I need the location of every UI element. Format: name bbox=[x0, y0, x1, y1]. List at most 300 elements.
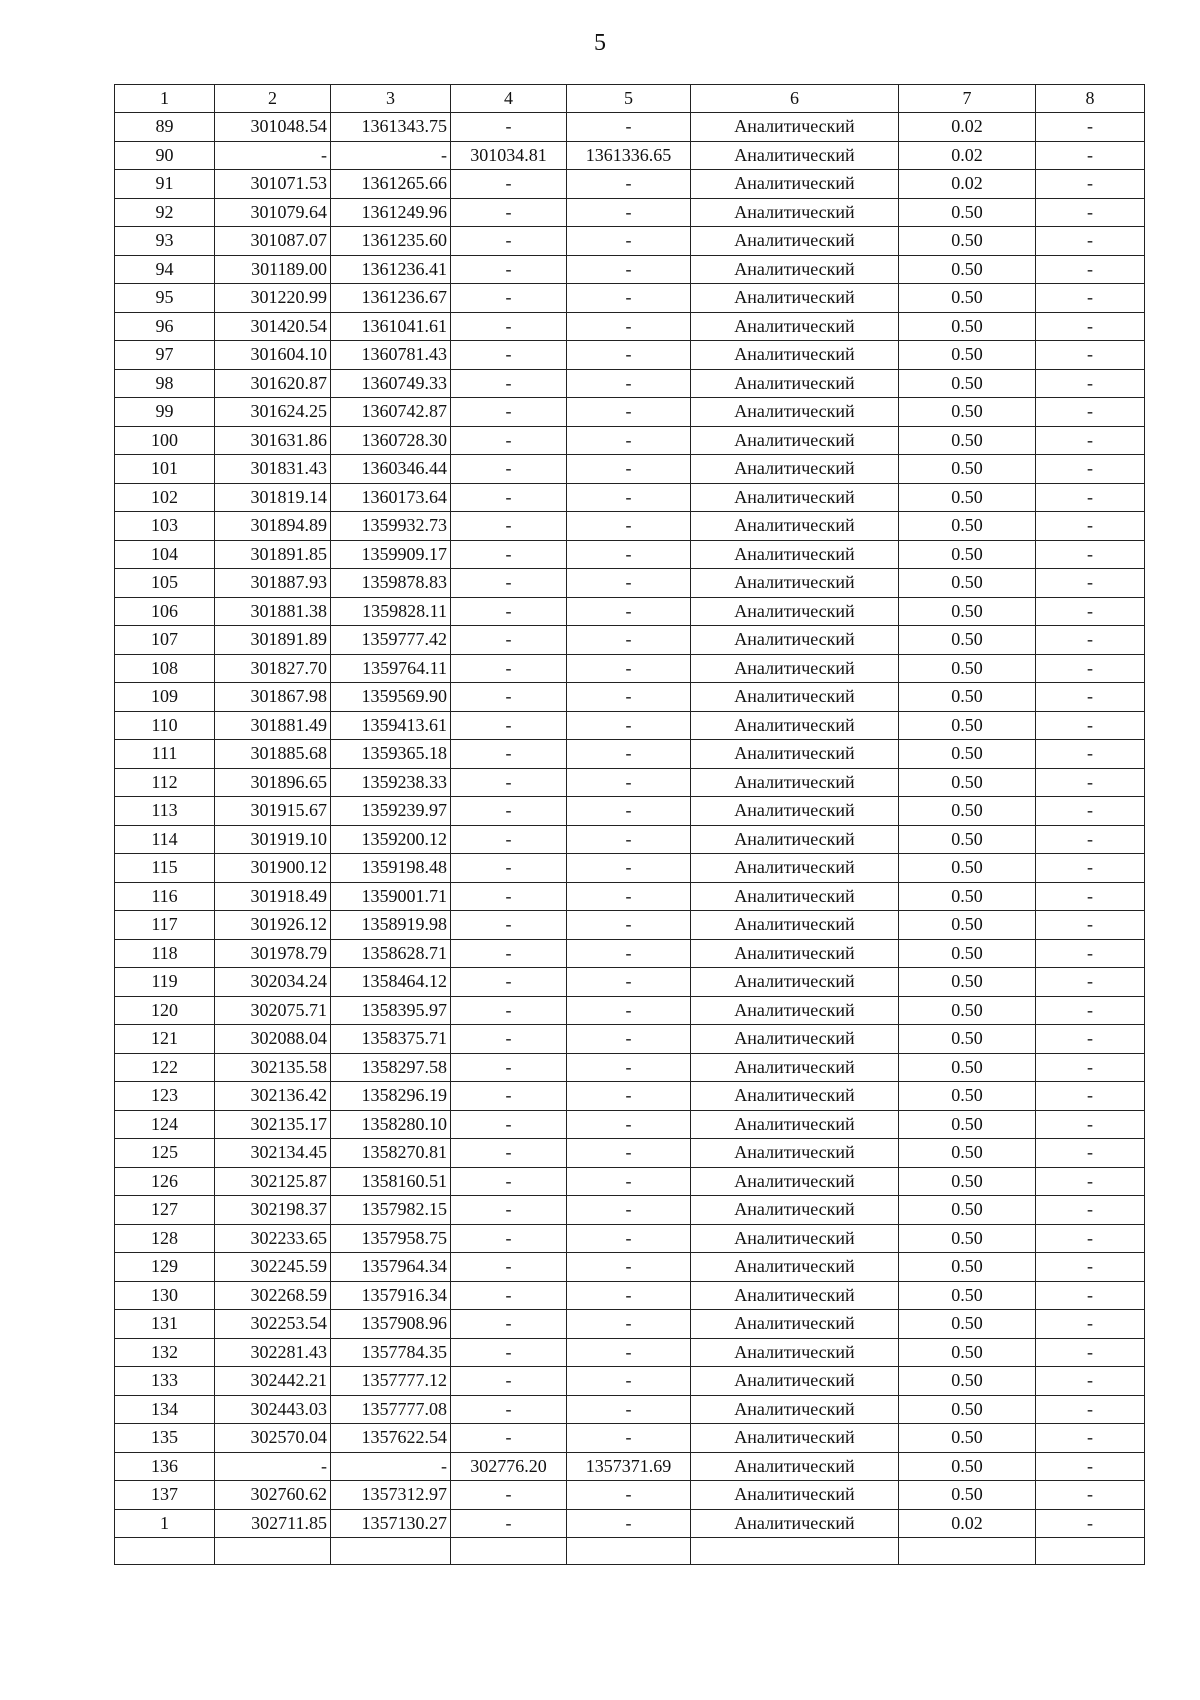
table-row bbox=[115, 1452, 1145, 1481]
cell-x-coordinate-alt: - bbox=[451, 626, 567, 655]
cell-accuracy: 0.50 bbox=[899, 854, 1036, 883]
header-cell: 4 bbox=[451, 85, 567, 113]
cell-method: Аналитический bbox=[691, 597, 899, 626]
table-row bbox=[115, 1509, 1145, 1538]
cell-y-coordinate-alt: - bbox=[567, 198, 691, 227]
cell-note: - bbox=[1036, 1452, 1145, 1481]
cell-point-number: 93 bbox=[115, 227, 215, 256]
cell-point-number: 115 bbox=[115, 854, 215, 883]
table-row bbox=[115, 227, 1145, 256]
cell-y-coordinate-alt: - bbox=[567, 1395, 691, 1424]
cell-method: Аналитический bbox=[691, 1481, 899, 1510]
cell-point-number: 128 bbox=[115, 1224, 215, 1253]
table-row bbox=[115, 483, 1145, 512]
cell-x-coordinate-alt: - bbox=[451, 825, 567, 854]
cell-y-coordinate-alt: - bbox=[567, 654, 691, 683]
table-row bbox=[115, 626, 1145, 655]
cell-method: Аналитический bbox=[691, 398, 899, 427]
cell-note: - bbox=[1036, 170, 1145, 199]
cell-point-number: 120 bbox=[115, 996, 215, 1025]
cell-x-coordinate: - bbox=[215, 1452, 331, 1481]
cell-note: - bbox=[1036, 113, 1145, 142]
cell-y-coordinate-alt: - bbox=[567, 369, 691, 398]
cell-y-coordinate: - bbox=[331, 141, 451, 170]
cell-accuracy: 0.50 bbox=[899, 1253, 1036, 1282]
cell-x-coordinate: 301079.64 bbox=[215, 198, 331, 227]
cell-accuracy: 0.50 bbox=[899, 1452, 1036, 1481]
cell-accuracy: 0.50 bbox=[899, 369, 1036, 398]
cell-method: Аналитический bbox=[691, 1509, 899, 1538]
empty-cell bbox=[115, 1538, 215, 1565]
cell-point-number: 98 bbox=[115, 369, 215, 398]
cell-x-coordinate: 301894.89 bbox=[215, 512, 331, 541]
cell-method: Аналитический bbox=[691, 939, 899, 968]
cell-y-coordinate-alt: - bbox=[567, 1253, 691, 1282]
cell-accuracy: 0.50 bbox=[899, 768, 1036, 797]
cell-note: - bbox=[1036, 141, 1145, 170]
cell-note: - bbox=[1036, 1338, 1145, 1367]
cell-accuracy: 0.50 bbox=[899, 968, 1036, 997]
table-row bbox=[115, 768, 1145, 797]
cell-y-coordinate-alt: - bbox=[567, 911, 691, 940]
cell-y-coordinate: 1357622.54 bbox=[331, 1424, 451, 1453]
cell-method: Аналитический bbox=[691, 198, 899, 227]
cell-x-coordinate-alt: - bbox=[451, 597, 567, 626]
cell-method: Аналитический bbox=[691, 255, 899, 284]
table-row bbox=[115, 882, 1145, 911]
cell-x-coordinate-alt: - bbox=[451, 711, 567, 740]
cell-accuracy: 0.50 bbox=[899, 1395, 1036, 1424]
cell-x-coordinate: 301887.93 bbox=[215, 569, 331, 598]
table-row bbox=[115, 597, 1145, 626]
cell-point-number: 103 bbox=[115, 512, 215, 541]
cell-x-coordinate: 302034.24 bbox=[215, 968, 331, 997]
table-row bbox=[115, 198, 1145, 227]
table-row bbox=[115, 1167, 1145, 1196]
cell-y-coordinate-alt: - bbox=[567, 483, 691, 512]
cell-point-number: 117 bbox=[115, 911, 215, 940]
cell-x-coordinate: 301087.07 bbox=[215, 227, 331, 256]
cell-y-coordinate: 1359828.11 bbox=[331, 597, 451, 626]
cell-y-coordinate-alt: 1357371.69 bbox=[567, 1452, 691, 1481]
table-row bbox=[115, 1196, 1145, 1225]
cell-x-coordinate: 302253.54 bbox=[215, 1310, 331, 1339]
cell-accuracy: 0.50 bbox=[899, 227, 1036, 256]
cell-x-coordinate: 301891.89 bbox=[215, 626, 331, 655]
cell-y-coordinate: 1361236.41 bbox=[331, 255, 451, 284]
cell-y-coordinate: 1359365.18 bbox=[331, 740, 451, 769]
cell-note: - bbox=[1036, 1139, 1145, 1168]
table-row bbox=[115, 1110, 1145, 1139]
cell-y-coordinate-alt: - bbox=[567, 312, 691, 341]
cell-point-number: 123 bbox=[115, 1082, 215, 1111]
table-row bbox=[115, 312, 1145, 341]
table-row bbox=[115, 654, 1145, 683]
cell-x-coordinate-alt: - bbox=[451, 569, 567, 598]
cell-x-coordinate: 301831.43 bbox=[215, 455, 331, 484]
cell-note: - bbox=[1036, 654, 1145, 683]
empty-cell bbox=[215, 1538, 331, 1565]
cell-y-coordinate-alt: 1361336.65 bbox=[567, 141, 691, 170]
cell-point-number: 137 bbox=[115, 1481, 215, 1510]
cell-accuracy: 0.50 bbox=[899, 711, 1036, 740]
cell-y-coordinate: 1360742.87 bbox=[331, 398, 451, 427]
cell-y-coordinate: 1360728.30 bbox=[331, 426, 451, 455]
cell-method: Аналитический bbox=[691, 683, 899, 712]
cell-method: Аналитический bbox=[691, 654, 899, 683]
cell-x-coordinate: 301048.54 bbox=[215, 113, 331, 142]
cell-note: - bbox=[1036, 1110, 1145, 1139]
cell-y-coordinate: 1357777.08 bbox=[331, 1395, 451, 1424]
table-row bbox=[115, 1310, 1145, 1339]
cell-accuracy: 0.50 bbox=[899, 255, 1036, 284]
cell-y-coordinate-alt: - bbox=[567, 939, 691, 968]
cell-method: Аналитический bbox=[691, 369, 899, 398]
cell-method: Аналитический bbox=[691, 911, 899, 940]
table-row bbox=[115, 711, 1145, 740]
cell-x-coordinate-alt: - bbox=[451, 312, 567, 341]
table-row bbox=[115, 854, 1145, 883]
empty-cell bbox=[691, 1538, 899, 1565]
cell-method: Аналитический bbox=[691, 341, 899, 370]
cell-point-number: 95 bbox=[115, 284, 215, 313]
cell-note: - bbox=[1036, 455, 1145, 484]
cell-x-coordinate-alt: - bbox=[451, 1310, 567, 1339]
cell-note: - bbox=[1036, 1082, 1145, 1111]
cell-point-number: 1 bbox=[115, 1509, 215, 1538]
cell-x-coordinate-alt: - bbox=[451, 768, 567, 797]
cell-method: Аналитический bbox=[691, 1139, 899, 1168]
cell-point-number: 110 bbox=[115, 711, 215, 740]
cell-y-coordinate: 1358375.71 bbox=[331, 1025, 451, 1054]
cell-point-number: 133 bbox=[115, 1367, 215, 1396]
cell-x-coordinate: 301867.98 bbox=[215, 683, 331, 712]
table-row bbox=[115, 825, 1145, 854]
cell-accuracy: 0.50 bbox=[899, 512, 1036, 541]
cell-x-coordinate: 302442.21 bbox=[215, 1367, 331, 1396]
cell-note: - bbox=[1036, 1053, 1145, 1082]
cell-x-coordinate: 302135.58 bbox=[215, 1053, 331, 1082]
cell-point-number: 96 bbox=[115, 312, 215, 341]
cell-method: Аналитический bbox=[691, 825, 899, 854]
cell-y-coordinate-alt: - bbox=[567, 113, 691, 142]
cell-x-coordinate-alt: - bbox=[451, 1424, 567, 1453]
cell-x-coordinate: 301885.68 bbox=[215, 740, 331, 769]
cell-method: Аналитический bbox=[691, 854, 899, 883]
cell-point-number: 102 bbox=[115, 483, 215, 512]
cell-point-number: 134 bbox=[115, 1395, 215, 1424]
cell-y-coordinate-alt: - bbox=[567, 1224, 691, 1253]
cell-x-coordinate-alt: - bbox=[451, 939, 567, 968]
cell-x-coordinate-alt: - bbox=[451, 255, 567, 284]
cell-y-coordinate: 1357982.15 bbox=[331, 1196, 451, 1225]
cell-y-coordinate: 1359200.12 bbox=[331, 825, 451, 854]
header-cell: 5 bbox=[567, 85, 691, 113]
cell-accuracy: 0.50 bbox=[899, 198, 1036, 227]
cell-note: - bbox=[1036, 398, 1145, 427]
cell-x-coordinate-alt: - bbox=[451, 1281, 567, 1310]
cell-method: Аналитический bbox=[691, 740, 899, 769]
table-row bbox=[115, 1395, 1145, 1424]
cell-note: - bbox=[1036, 797, 1145, 826]
cell-y-coordinate-alt: - bbox=[567, 597, 691, 626]
empty-cell bbox=[451, 1538, 567, 1565]
cell-y-coordinate-alt: - bbox=[567, 1025, 691, 1054]
cell-y-coordinate-alt: - bbox=[567, 455, 691, 484]
cell-accuracy: 0.50 bbox=[899, 597, 1036, 626]
cell-note: - bbox=[1036, 540, 1145, 569]
cell-x-coordinate: - bbox=[215, 141, 331, 170]
cell-method: Аналитический bbox=[691, 1367, 899, 1396]
cell-method: Аналитический bbox=[691, 1338, 899, 1367]
cell-x-coordinate-alt: - bbox=[451, 654, 567, 683]
table-row bbox=[115, 284, 1145, 313]
cell-y-coordinate: 1358464.12 bbox=[331, 968, 451, 997]
cell-point-number: 131 bbox=[115, 1310, 215, 1339]
cell-y-coordinate-alt: - bbox=[567, 825, 691, 854]
table-row bbox=[115, 1367, 1145, 1396]
cell-y-coordinate-alt: - bbox=[567, 1281, 691, 1310]
cell-note: - bbox=[1036, 255, 1145, 284]
cell-accuracy: 0.50 bbox=[899, 1367, 1036, 1396]
cell-accuracy: 0.50 bbox=[899, 1224, 1036, 1253]
cell-note: - bbox=[1036, 1025, 1145, 1054]
table-row bbox=[115, 996, 1145, 1025]
cell-point-number: 126 bbox=[115, 1167, 215, 1196]
cell-x-coordinate-alt: - bbox=[451, 854, 567, 883]
table-row bbox=[115, 797, 1145, 826]
cell-point-number: 111 bbox=[115, 740, 215, 769]
cell-y-coordinate: 1358270.81 bbox=[331, 1139, 451, 1168]
cell-point-number: 135 bbox=[115, 1424, 215, 1453]
cell-y-coordinate-alt: - bbox=[567, 1167, 691, 1196]
cell-x-coordinate: 301891.85 bbox=[215, 540, 331, 569]
cell-method: Аналитический bbox=[691, 968, 899, 997]
cell-method: Аналитический bbox=[691, 1167, 899, 1196]
cell-x-coordinate: 302281.43 bbox=[215, 1338, 331, 1367]
cell-note: - bbox=[1036, 1509, 1145, 1538]
cell-note: - bbox=[1036, 996, 1145, 1025]
cell-point-number: 109 bbox=[115, 683, 215, 712]
cell-y-coordinate: 1357130.27 bbox=[331, 1509, 451, 1538]
cell-y-coordinate-alt: - bbox=[567, 1110, 691, 1139]
table-row bbox=[115, 740, 1145, 769]
cell-x-coordinate: 301896.65 bbox=[215, 768, 331, 797]
cell-x-coordinate-alt: - bbox=[451, 1025, 567, 1054]
cell-y-coordinate-alt: - bbox=[567, 284, 691, 313]
cell-point-number: 127 bbox=[115, 1196, 215, 1225]
cell-note: - bbox=[1036, 1424, 1145, 1453]
table-row bbox=[115, 968, 1145, 997]
cell-note: - bbox=[1036, 1167, 1145, 1196]
cell-note: - bbox=[1036, 312, 1145, 341]
cell-note: - bbox=[1036, 1481, 1145, 1510]
cell-x-coordinate: 301624.25 bbox=[215, 398, 331, 427]
cell-note: - bbox=[1036, 1224, 1145, 1253]
cell-accuracy: 0.50 bbox=[899, 1110, 1036, 1139]
cell-accuracy: 0.50 bbox=[899, 1053, 1036, 1082]
cell-method: Аналитический bbox=[691, 227, 899, 256]
cell-note: - bbox=[1036, 825, 1145, 854]
cell-method: Аналитический bbox=[691, 1310, 899, 1339]
cell-point-number: 124 bbox=[115, 1110, 215, 1139]
cell-method: Аналитический bbox=[691, 1452, 899, 1481]
cell-y-coordinate: 1357964.34 bbox=[331, 1253, 451, 1282]
cell-accuracy: 0.02 bbox=[899, 1509, 1036, 1538]
cell-x-coordinate: 302570.04 bbox=[215, 1424, 331, 1453]
cell-x-coordinate: 302443.03 bbox=[215, 1395, 331, 1424]
cell-y-coordinate-alt: - bbox=[567, 968, 691, 997]
cell-x-coordinate: 301189.00 bbox=[215, 255, 331, 284]
cell-point-number: 100 bbox=[115, 426, 215, 455]
cell-note: - bbox=[1036, 1367, 1145, 1396]
cell-y-coordinate-alt: - bbox=[567, 255, 691, 284]
cell-y-coordinate-alt: - bbox=[567, 1424, 691, 1453]
cell-y-coordinate-alt: - bbox=[567, 626, 691, 655]
cell-x-coordinate-alt: - bbox=[451, 426, 567, 455]
cell-note: - bbox=[1036, 882, 1145, 911]
cell-x-coordinate-alt: - bbox=[451, 1509, 567, 1538]
cell-method: Аналитический bbox=[691, 1053, 899, 1082]
cell-y-coordinate-alt: - bbox=[567, 569, 691, 598]
empty-cell bbox=[567, 1538, 691, 1565]
cell-x-coordinate-alt: 301034.81 bbox=[451, 141, 567, 170]
cell-point-number: 130 bbox=[115, 1281, 215, 1310]
cell-point-number: 118 bbox=[115, 939, 215, 968]
table-row bbox=[115, 569, 1145, 598]
cell-y-coordinate-alt: - bbox=[567, 1338, 691, 1367]
cell-accuracy: 0.50 bbox=[899, 1082, 1036, 1111]
cell-note: - bbox=[1036, 939, 1145, 968]
cell-accuracy: 0.50 bbox=[899, 1310, 1036, 1339]
cell-y-coordinate: 1358919.98 bbox=[331, 911, 451, 940]
cell-note: - bbox=[1036, 227, 1145, 256]
cell-y-coordinate-alt: - bbox=[567, 1196, 691, 1225]
cell-x-coordinate: 302760.62 bbox=[215, 1481, 331, 1510]
header-cell: 7 bbox=[899, 85, 1036, 113]
cell-x-coordinate-alt: - bbox=[451, 1338, 567, 1367]
page-number: 5 bbox=[594, 30, 606, 56]
cell-method: Аналитический bbox=[691, 1110, 899, 1139]
cell-point-number: 121 bbox=[115, 1025, 215, 1054]
cell-note: - bbox=[1036, 711, 1145, 740]
cell-y-coordinate-alt: - bbox=[567, 170, 691, 199]
cell-x-coordinate-alt: - bbox=[451, 882, 567, 911]
cell-accuracy: 0.50 bbox=[899, 1424, 1036, 1453]
table-row bbox=[115, 911, 1145, 940]
cell-method: Аналитический bbox=[691, 711, 899, 740]
cell-y-coordinate: 1357958.75 bbox=[331, 1224, 451, 1253]
cell-accuracy: 0.50 bbox=[899, 825, 1036, 854]
cell-method: Аналитический bbox=[691, 113, 899, 142]
cell-x-coordinate-alt: - bbox=[451, 1167, 567, 1196]
cell-point-number: 116 bbox=[115, 882, 215, 911]
cell-x-coordinate: 301420.54 bbox=[215, 312, 331, 341]
cell-y-coordinate-alt: - bbox=[567, 1367, 691, 1396]
cell-accuracy: 0.02 bbox=[899, 113, 1036, 142]
cell-y-coordinate: 1357916.34 bbox=[331, 1281, 451, 1310]
cell-x-coordinate-alt: - bbox=[451, 455, 567, 484]
cell-x-coordinate: 301918.49 bbox=[215, 882, 331, 911]
cell-y-coordinate-alt: - bbox=[567, 1139, 691, 1168]
table-row bbox=[115, 341, 1145, 370]
cell-y-coordinate: 1357908.96 bbox=[331, 1310, 451, 1339]
cell-method: Аналитический bbox=[691, 141, 899, 170]
cell-accuracy: 0.50 bbox=[899, 1196, 1036, 1225]
cell-accuracy: 0.50 bbox=[899, 939, 1036, 968]
cell-point-number: 106 bbox=[115, 597, 215, 626]
cell-method: Аналитический bbox=[691, 312, 899, 341]
table-row bbox=[115, 1338, 1145, 1367]
cell-x-coordinate-alt: - bbox=[451, 911, 567, 940]
cell-point-number: 107 bbox=[115, 626, 215, 655]
cell-x-coordinate: 301926.12 bbox=[215, 911, 331, 940]
cell-x-coordinate-alt: - bbox=[451, 683, 567, 712]
cell-y-coordinate: 1358395.97 bbox=[331, 996, 451, 1025]
cell-y-coordinate: 1359764.11 bbox=[331, 654, 451, 683]
cell-note: - bbox=[1036, 341, 1145, 370]
cell-method: Аналитический bbox=[691, 540, 899, 569]
cell-point-number: 113 bbox=[115, 797, 215, 826]
empty-cell bbox=[899, 1538, 1036, 1565]
cell-method: Аналитический bbox=[691, 170, 899, 199]
cell-point-number: 90 bbox=[115, 141, 215, 170]
cell-x-coordinate-alt: - bbox=[451, 1139, 567, 1168]
cell-x-coordinate: 302088.04 bbox=[215, 1025, 331, 1054]
cell-point-number: 119 bbox=[115, 968, 215, 997]
coordinates-table bbox=[114, 84, 1145, 1565]
cell-method: Аналитический bbox=[691, 768, 899, 797]
table-row bbox=[115, 512, 1145, 541]
cell-y-coordinate: - bbox=[331, 1452, 451, 1481]
cell-note: - bbox=[1036, 854, 1145, 883]
cell-accuracy: 0.50 bbox=[899, 740, 1036, 769]
cell-note: - bbox=[1036, 597, 1145, 626]
cell-accuracy: 0.50 bbox=[899, 1025, 1036, 1054]
cell-y-coordinate-alt: - bbox=[567, 683, 691, 712]
table-row bbox=[115, 1281, 1145, 1310]
cell-point-number: 104 bbox=[115, 540, 215, 569]
cell-y-coordinate: 1359878.83 bbox=[331, 569, 451, 598]
header-cell: 3 bbox=[331, 85, 451, 113]
table-row bbox=[115, 255, 1145, 284]
cell-accuracy: 0.50 bbox=[899, 996, 1036, 1025]
cell-note: - bbox=[1036, 1196, 1145, 1225]
cell-y-coordinate: 1359001.71 bbox=[331, 882, 451, 911]
cell-y-coordinate: 1359932.73 bbox=[331, 512, 451, 541]
cell-x-coordinate: 302268.59 bbox=[215, 1281, 331, 1310]
cell-y-coordinate: 1359909.17 bbox=[331, 540, 451, 569]
cell-y-coordinate-alt: - bbox=[567, 1509, 691, 1538]
cell-accuracy: 0.50 bbox=[899, 882, 1036, 911]
cell-y-coordinate-alt: - bbox=[567, 882, 691, 911]
cell-method: Аналитический bbox=[691, 512, 899, 541]
cell-x-coordinate-alt: - bbox=[451, 483, 567, 512]
table-row bbox=[115, 1025, 1145, 1054]
cell-method: Аналитический bbox=[691, 1253, 899, 1282]
cell-y-coordinate: 1358628.71 bbox=[331, 939, 451, 968]
cell-accuracy: 0.50 bbox=[899, 1481, 1036, 1510]
cell-y-coordinate: 1358296.19 bbox=[331, 1082, 451, 1111]
cell-y-coordinate: 1361235.60 bbox=[331, 227, 451, 256]
cell-accuracy: 0.50 bbox=[899, 911, 1036, 940]
cell-accuracy: 0.02 bbox=[899, 141, 1036, 170]
cell-note: - bbox=[1036, 1281, 1145, 1310]
cell-point-number: 101 bbox=[115, 455, 215, 484]
cell-x-coordinate: 301620.87 bbox=[215, 369, 331, 398]
cell-y-coordinate-alt: - bbox=[567, 341, 691, 370]
cell-x-coordinate-alt: - bbox=[451, 1481, 567, 1510]
